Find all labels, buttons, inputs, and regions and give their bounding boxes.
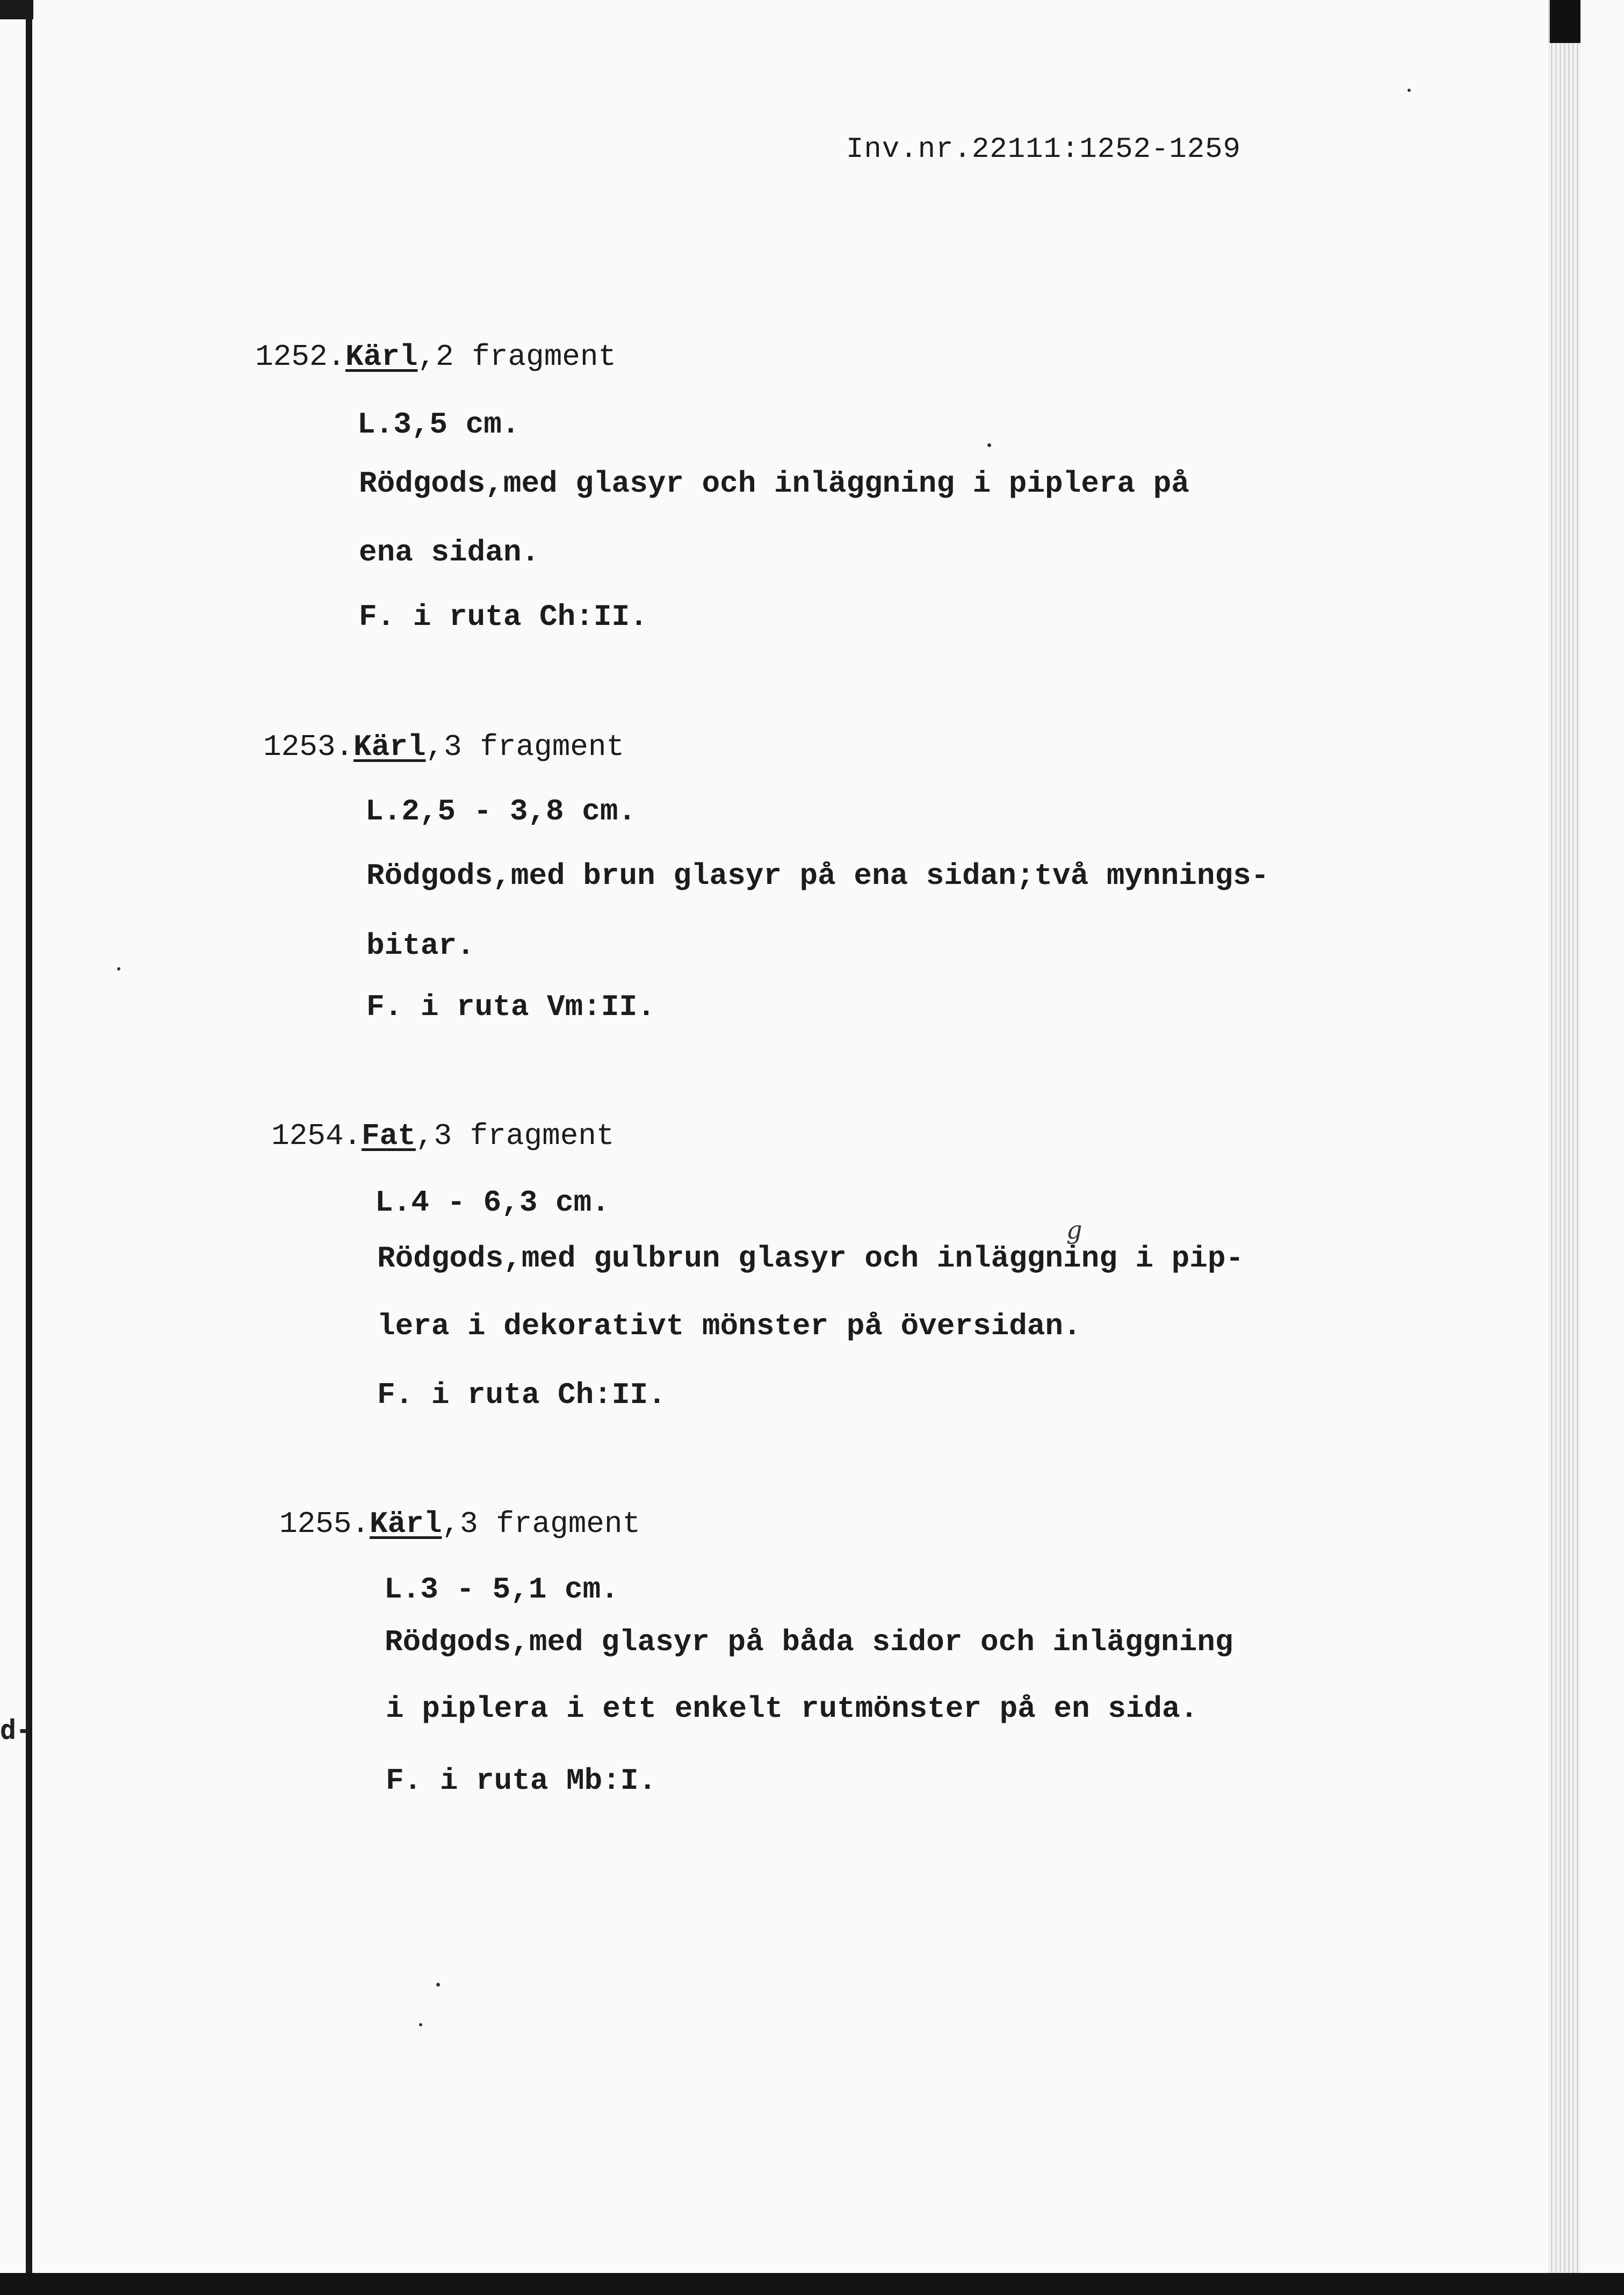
entry-dimension: L.3,5 cm.: [357, 407, 520, 442]
entry-object: Kärl: [345, 340, 418, 374]
entry-dimension: L.2,5 - 3,8 cm.: [365, 794, 637, 829]
entry-description-cont: i piplera i ett enkelt rutmönster på en sida.: [386, 1692, 1199, 1726]
entry-object: Kärl: [370, 1507, 442, 1541]
inventory-number: Inv.nr.22111:1252-1259: [846, 133, 1241, 166]
entry-heading: [271, 1119, 615, 1153]
entry-heading: [263, 730, 624, 764]
entry-dimension: L.3 - 5,1 cm.: [384, 1572, 619, 1607]
entry-dimension: L.4 - 6,3 cm.: [375, 1185, 610, 1220]
entry-description: Rödgods,med glasyr på båda sidor och inläggning: [385, 1625, 1233, 1659]
entry-description: Rödgods,med gulbrun glasyr och inläggning i pip-: [377, 1241, 1244, 1276]
scan-speck: [436, 1983, 440, 1987]
entry-number: 1254.: [271, 1119, 362, 1153]
entry-description-cont: lera i dekorativt mönster på översidan.: [377, 1309, 1081, 1343]
entry-description-cont: ena sidan.: [359, 535, 540, 570]
scan-speck: [1408, 89, 1411, 92]
entry-description: Rödgods,med glasyr och inläggning i piplera på: [359, 466, 1189, 501]
entry-number: 1253.: [263, 730, 354, 764]
bottom-edge: [0, 2273, 1624, 2295]
entry-findspot: F. i ruta Mb:I.: [386, 1764, 657, 1798]
scan-speck: [117, 967, 120, 970]
entry-object: Fat: [362, 1119, 416, 1153]
entry-description-cont: bitar.: [366, 929, 475, 963]
entry-heading: [255, 340, 616, 374]
entry-number: 1255.: [279, 1507, 370, 1541]
entry-suffix: ,3 fragment: [425, 730, 625, 764]
entry-suffix: ,2 fragment: [417, 340, 617, 374]
right-margin: [1580, 0, 1624, 2295]
entry-findspot: F. i ruta Ch:II.: [359, 600, 648, 634]
binding-edge: [26, 0, 32, 2273]
scan-speck: [987, 443, 991, 447]
scan-speck: [419, 2023, 422, 2026]
entry-heading: [279, 1507, 640, 1541]
entry-suffix: ,3 fragment: [415, 1119, 615, 1153]
handwritten-correction: g: [1066, 1215, 1082, 1244]
page-stack-edge: [1548, 43, 1580, 2273]
entry-number: 1252.: [255, 340, 346, 374]
entry-findspot: F. i ruta Vm:II.: [366, 990, 655, 1024]
entry-object: Kärl: [353, 730, 426, 764]
entry-suffix: ,3 fragment: [442, 1507, 641, 1541]
entry-findspot: F. i ruta Ch:II.: [377, 1378, 666, 1412]
entry-description: Rödgods,med brun glasyr på ena sidan;två mynnings-: [366, 859, 1269, 893]
margin-mark: d-: [0, 1714, 33, 1745]
